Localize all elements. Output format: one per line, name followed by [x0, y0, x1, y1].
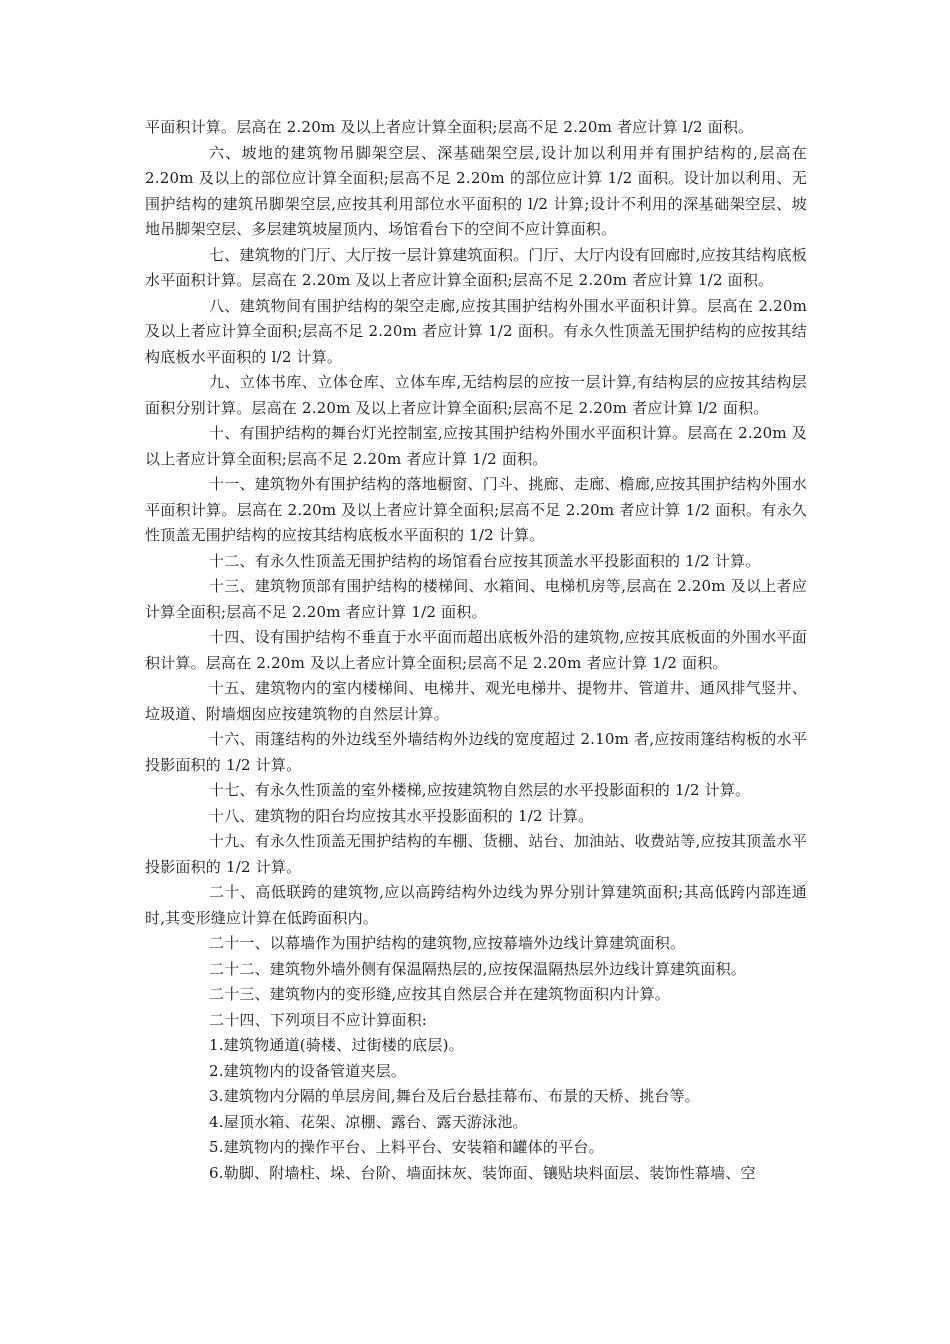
paragraph-item-14: 十四、设有围护结构不垂直于水平面而超出底板外沿的建筑物,应按其底板面的外围水平面积计算。层高在 2.20m 及以上者应计算全面积;层高不足 2.20m 者应计算 1/2 面积。: [145, 628, 807, 672]
document-body: [145, 115, 807, 1186]
paragraph-item-6: 六、坡地的建筑物吊脚架空层、深基础架空层,设计加以利用并有围护结构的,层高在 2.20m 及以上的部位应计算全面积;层高不足 2.20m 的部位应计算 1/2 面积。设计加以利用、无围护结构的建筑吊脚架空层,应按其利用部位水平面积的 l/2 计算;设计不利用的深基础架空层、坡地吊脚架空层、多层建筑坡屋顶内、场馆看台下的空间不应计算面积。: [145, 143, 807, 238]
paragraph-item-12: 十二、有永久性顶盖无围护结构的场馆看台应按其顶盖水平投影面积的 1/2 计算。: [209, 551, 761, 570]
list-item-5: 5.建筑物内的操作平台、上料平台、安装箱和罐体的平台。: [209, 1138, 604, 1156]
paragraph-item-18: 十八、建筑物的阳台均应按其水平投影面积的 1/2 计算。: [209, 806, 594, 825]
list-item-2: 2.建筑物内的设备管道夹层。: [209, 1061, 407, 1080]
paragraph-item-20: 二十、高低联跨的建筑物,应以高跨结构外边线为界分别计算建筑面积;其高低跨内部连通时,其变形缝应计算在低跨面积内。: [145, 883, 807, 927]
paragraph-item-24: 二十四、下列项目不应计算面积:: [209, 1010, 428, 1029]
paragraph-item-15: 十五、建筑物内的室内楼梯间、电梯井、观光电梯井、提物井、管道井、通风排气竖井、垃圾道、附墙烟囱应按建筑物的自然层计算。: [145, 679, 807, 723]
list-item-3: 3.建筑物内分隔的单层房间,舞台及后台悬挂幕布、布景的天桥、挑台等。: [209, 1087, 700, 1105]
paragraph-item-8: 八、建筑物间有围护结构的架空走廊,应按其围护结构外围水平面积计算。层高在 2.20m 及以上者应计算全面积;层高不足 2.20m 者应计算 1/2 面积。有永久性顶盖无围护结构的应按其结构底板水平面积的 l/2 计算。: [145, 296, 807, 366]
paragraph-item-16: 十六、雨篷结构的外边线至外墙结构外边线的宽度超过 2.10m 者,应按雨篷结构板的水平投影面积的 1/2 计算。: [145, 730, 807, 774]
paragraph-item-23: 二十三、建筑物内的变形缝,应按其自然层合并在建筑物面积内计算。: [209, 985, 670, 1003]
paragraph-item-17: 十七、有永久性顶盖的室外楼梯,应按建筑物自然层的水平投影面积的 1/2 计算。: [209, 781, 751, 799]
paragraph-item-22: 二十二、建筑物外墙外侧有保温隔热层的,应按保温隔热层外边线计算建筑面积。: [209, 959, 746, 978]
paragraph-continuation: 平面积计算。层高在 2.20m 及以上者应计算全面积;层高不足 2.20m 者应计算 l/2 面积。: [145, 118, 754, 136]
paragraph-item-9: 九、立体书库、立体仓库、立体车库,无结构层的应按一层计算,有结构层的应按其结构层面积分别计算。层高在 2.20m 及以上者应计算全面积;层高不足 2.20m 者应计算 l/2 面积。: [145, 373, 807, 417]
paragraph-item-13: 十三、建筑物顶部有围护结构的楼梯间、水箱间、电梯机房等,层高在 2.20m 及以上者应计算全面积;层高不足 2.20m 者应计算 1/2 面积。: [145, 577, 807, 621]
list-item-4: 4.屋顶水箱、花架、凉棚、露台、露天游泳池。: [209, 1112, 528, 1131]
list-item-1: 1.建筑物通道(骑楼、过街楼的底层)。: [209, 1036, 464, 1054]
paragraph-item-10: 十、有围护结构的舞台灯光控制室,应按其围护结构外围水平面积计算。层高在 2.20m 及以上者应计算全面积;层高不足 2.20m 者应计算 1/2 面积。: [145, 424, 807, 468]
paragraph-item-11: 十一、建筑物外有围护结构的落地橱窗、门斗、挑廊、走廊、檐廊,应按其围护结构外围水平面积计算。层高在 2.20m 及以上者应计算全面积;层高不足 2.20m 者应计算 1/2 面积。有永久性顶盖无围护结构的应按其结构底板水平面积的 1/2 计算。: [145, 475, 807, 544]
paragraph-item-21: 二十一、以幕墙作为围护结构的建筑物,应按幕墙外边线计算建筑面积。: [209, 934, 686, 952]
list-item-6: 6.勒脚、附墙柱、垛、台阶、墙面抹灰、装饰面、镶贴块料面层、装饰性幕墙、空: [209, 1163, 756, 1182]
paragraph-item-7: 七、建筑物的门厅、大厅按一层计算建筑面积。门厅、大厅内设有回廊时,应按其结构底板水平面积计算。层高在 2.20m 及以上者应计算全面积;层高不足 2.20m 者应计算 1/2 面积。: [145, 245, 807, 289]
paragraph-item-19: 十九、有永久性顶盖无围护结构的车棚、货棚、站台、加油站、收费站等,应按其顶盖水平投影面积的 1/2 计算。: [145, 832, 807, 876]
